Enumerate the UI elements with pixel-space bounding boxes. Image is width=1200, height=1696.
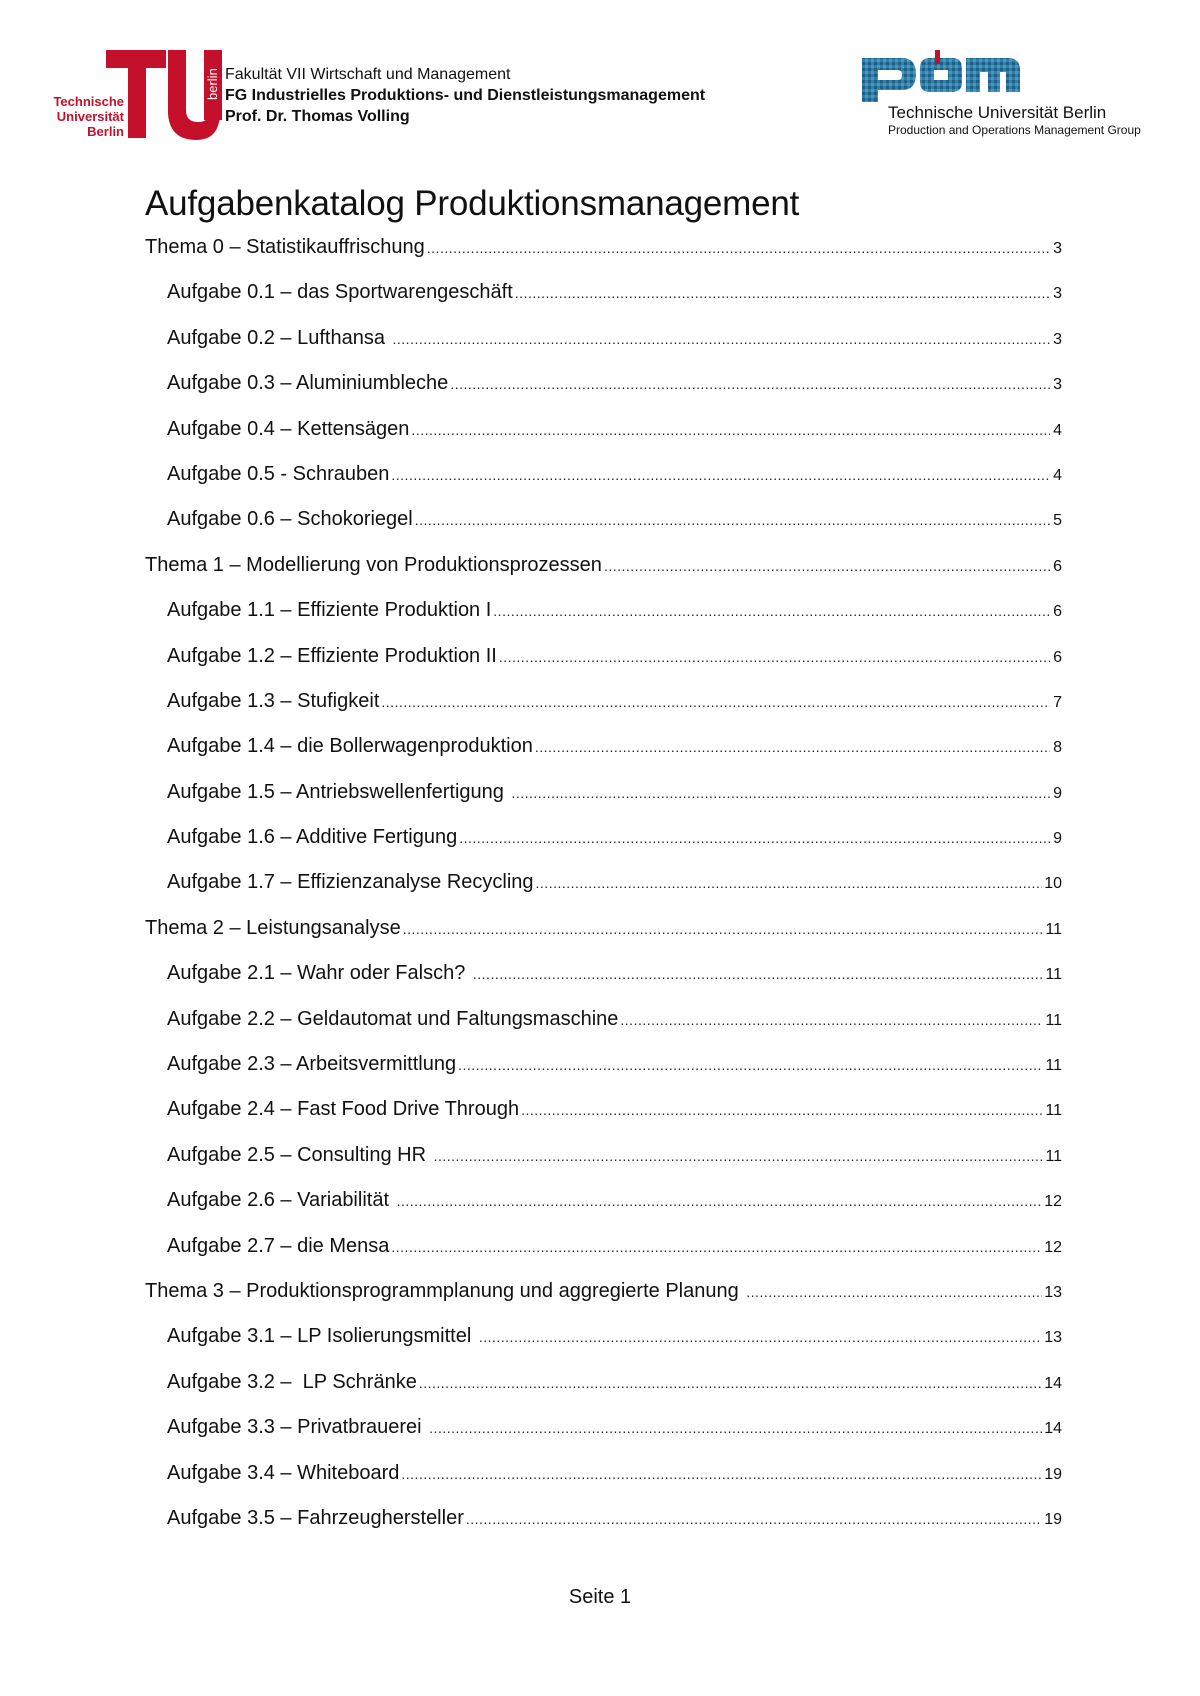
toc-chapter[interactable] xyxy=(145,554,1062,599)
toc-entry[interactable] xyxy=(145,327,1062,372)
pom-group: Production and Operations Management Group xyxy=(888,123,1141,137)
toc-label: Aufgabe 2.7 – die Mensa xyxy=(167,1234,390,1257)
toc-page-number: 3 xyxy=(1053,330,1062,348)
toc-entry[interactable] xyxy=(145,690,1062,735)
toc-label: Aufgabe 1.6 – Additive Fertigung xyxy=(167,826,458,849)
tu-berlin-logo xyxy=(48,48,224,148)
tu-logo-berlin-text: berlin xyxy=(205,68,220,100)
faculty-block xyxy=(225,64,705,127)
toc-leader-dots xyxy=(515,285,1050,301)
toc-entry[interactable] xyxy=(145,1008,1062,1053)
toc-leader-dots xyxy=(419,1375,1042,1391)
toc-page-number: 14 xyxy=(1044,1420,1062,1438)
toc-label: Aufgabe 1.1 – Effiziente Produktion I xyxy=(167,599,492,622)
department-name: FG Industrielles Produktions- und Dienstleistungsmanagement xyxy=(225,87,706,104)
toc-label: Aufgabe 1.3 – Stufigkeit xyxy=(167,689,380,712)
toc-entry[interactable] xyxy=(145,1371,1062,1416)
toc-label: Aufgabe 3.3 – Privatbrauerei xyxy=(167,1416,428,1439)
toc-page-number: 11 xyxy=(1045,1102,1062,1120)
toc-entry[interactable] xyxy=(145,281,1062,326)
toc-leader-dots xyxy=(458,1057,1043,1073)
toc-leader-dots xyxy=(397,1193,1043,1209)
toc-label: Thema 0 – Statistikauffrischung xyxy=(145,236,425,258)
toc-label: Aufgabe 1.5 – Antriebswellenfertigung xyxy=(167,780,510,803)
toc-label: Aufgabe 3.5 – Fahrzeughersteller xyxy=(167,1506,464,1529)
toc-page-number: 14 xyxy=(1044,1374,1062,1392)
toc-leader-dots xyxy=(450,376,1050,392)
tu-logo-line-3: Berlin xyxy=(87,124,124,139)
toc-leader-dots xyxy=(746,1284,1042,1300)
toc-page-number: 9 xyxy=(1053,784,1062,802)
toc-leader-dots xyxy=(411,422,1050,438)
toc-leader-dots xyxy=(459,830,1050,846)
toc-page-number: 12 xyxy=(1044,1193,1062,1211)
toc-label: Aufgabe 2.3 – Arbeitsvermittlung xyxy=(167,1053,457,1076)
toc-entry[interactable] xyxy=(145,1053,1062,1098)
toc-page-number: 10 xyxy=(1044,875,1062,893)
toc-leader-dots xyxy=(415,512,1050,528)
toc-leader-dots xyxy=(473,966,1044,982)
toc-chapter[interactable] xyxy=(145,1280,1062,1325)
toc-entry[interactable] xyxy=(145,418,1062,463)
toc-label: Aufgabe 0.1 – das Sportwarengeschäft xyxy=(167,281,513,304)
toc-entry[interactable] xyxy=(145,372,1062,417)
toc-entry[interactable] xyxy=(145,1325,1062,1370)
toc-page-number: 11 xyxy=(1045,1011,1062,1029)
page-footer: Seite 1 xyxy=(568,1586,632,1608)
toc-label: Aufgabe 2.6 – Variabilität xyxy=(167,1189,395,1212)
toc-page-number: 5 xyxy=(1053,512,1062,530)
tu-logo-line-1: Technische xyxy=(53,94,124,109)
pom-logo-mark xyxy=(862,50,1022,102)
toc-label: Aufgabe 1.4 – die Bollerwagenproduktion xyxy=(167,735,533,758)
toc-leader-dots xyxy=(403,921,1044,937)
toc-page-number: 6 xyxy=(1053,648,1062,666)
toc-leader-dots xyxy=(493,603,1050,619)
toc-leader-dots xyxy=(393,331,1050,347)
toc-entry[interactable] xyxy=(145,463,1062,508)
toc-entry[interactable] xyxy=(145,1416,1062,1461)
toc-label: Aufgabe 2.2 – Geldautomat und Faltungsmaschine xyxy=(167,1007,619,1030)
toc-leader-dots xyxy=(499,649,1050,665)
toc-entry[interactable] xyxy=(145,645,1062,690)
toc-label: Thema 2 – Leistungsanalyse xyxy=(145,916,401,939)
toc-entry[interactable] xyxy=(145,508,1062,553)
toc-label: Aufgabe 0.3 – Aluminiumbleche xyxy=(167,372,449,395)
toc-page-number: 11 xyxy=(1045,1057,1062,1075)
toc-page-number: 3 xyxy=(1053,240,1062,257)
toc-entry[interactable] xyxy=(145,1144,1062,1189)
toc-label: Thema 3 – Produktionsprogrammplanung und aggregierte Planung xyxy=(145,1279,745,1302)
toc-entry[interactable] xyxy=(145,1098,1062,1143)
toc-leader-dots xyxy=(391,1239,1042,1255)
toc-label: Aufgabe 0.6 – Schokoriegel xyxy=(167,508,413,531)
toc-leader-dots xyxy=(401,1466,1042,1482)
toc-page-number: 19 xyxy=(1044,1510,1062,1528)
document-title: Aufgabenkatalog Produktionsmanagement xyxy=(145,184,800,223)
toc-label: Aufgabe 1.2 – Effiziente Produktion II xyxy=(167,644,497,667)
toc-label: Aufgabe 2.1 – Wahr oder Falsch? xyxy=(167,962,471,985)
toc-entry[interactable] xyxy=(145,781,1062,826)
toc-leader-dots xyxy=(466,1511,1042,1527)
toc-page-number: 7 xyxy=(1053,693,1062,711)
toc-entry[interactable] xyxy=(145,826,1062,871)
toc-label: Thema 1 – Modellierung von Produktionsprozessen xyxy=(145,553,602,576)
toc-page-number: 4 xyxy=(1053,466,1062,484)
toc-entry[interactable] xyxy=(145,1189,1062,1234)
toc-entry[interactable] xyxy=(145,1507,1062,1552)
toc-entry[interactable] xyxy=(145,735,1062,780)
toc-page-number: 13 xyxy=(1044,1329,1062,1347)
toc-page-number: 6 xyxy=(1053,603,1062,621)
toc-leader-dots xyxy=(381,694,1050,710)
tu-logo-wordmark xyxy=(48,94,124,139)
toc-entry[interactable] xyxy=(145,871,1062,916)
professor-name: Prof. Dr. Thomas Volling xyxy=(225,108,410,125)
toc-leader-dots xyxy=(427,240,1050,256)
toc-leader-dots xyxy=(391,467,1050,483)
toc-page-number: 11 xyxy=(1045,1147,1062,1165)
toc-entry[interactable] xyxy=(145,962,1062,1007)
toc-label: Aufgabe 1.7 – Effizienzanalyse Recycling xyxy=(167,871,534,894)
toc-leader-dots xyxy=(479,1329,1042,1345)
toc-entry[interactable] xyxy=(145,1235,1062,1280)
toc-leader-dots xyxy=(620,1012,1043,1028)
toc-label: Aufgabe 0.2 – Lufthansa xyxy=(167,326,391,349)
toc-label: Aufgabe 2.4 – Fast Food Drive Through xyxy=(167,1098,520,1121)
toc-chapter[interactable] xyxy=(145,917,1062,962)
tu-logo-line-2: Universität xyxy=(56,109,124,124)
toc-page-number: 19 xyxy=(1044,1465,1062,1483)
toc-leader-dots xyxy=(536,875,1043,891)
toc-label: Aufgabe 2.5 – Consulting HR xyxy=(167,1143,432,1166)
toc-leader-dots xyxy=(511,785,1050,801)
page-header xyxy=(0,0,1200,160)
toc-page-number: 11 xyxy=(1045,920,1062,938)
toc-page-number: 12 xyxy=(1044,1238,1062,1256)
toc-label: Aufgabe 3.2 – LP Schränke xyxy=(167,1370,417,1393)
toc-leader-dots xyxy=(521,1102,1043,1118)
toc-page-number: 9 xyxy=(1053,830,1062,848)
toc-leader-dots xyxy=(604,558,1050,574)
toc-page-number: 13 xyxy=(1044,1283,1062,1301)
toc-chapter[interactable] xyxy=(145,236,1062,281)
toc-entry[interactable] xyxy=(145,599,1062,644)
toc-page-number: 4 xyxy=(1053,421,1062,439)
faculty-name: Fakultät VII Wirtschaft und Management xyxy=(225,66,511,83)
toc-leader-dots xyxy=(429,1420,1042,1436)
toc-page-number: 6 xyxy=(1053,557,1062,575)
toc-leader-dots xyxy=(434,1148,1044,1164)
toc-page-number: 11 xyxy=(1045,966,1062,984)
toc-leader-dots xyxy=(535,739,1050,755)
table-of-contents xyxy=(145,236,1062,1552)
toc-page-number: 3 xyxy=(1053,376,1062,394)
toc-page-number: 3 xyxy=(1053,285,1062,303)
toc-label: Aufgabe 3.4 – Whiteboard xyxy=(167,1461,400,1484)
toc-label: Aufgabe 0.5 - Schrauben xyxy=(167,462,390,485)
pom-text xyxy=(888,103,1141,137)
toc-label: Aufgabe 3.1 – LP Isolierungsmittel xyxy=(167,1325,477,1348)
toc-entry[interactable] xyxy=(145,1462,1062,1507)
pom-university: Technische Universität Berlin xyxy=(888,103,1107,122)
toc-page-number: 8 xyxy=(1053,739,1062,757)
toc-label: Aufgabe 0.4 – Kettensägen xyxy=(167,417,410,440)
